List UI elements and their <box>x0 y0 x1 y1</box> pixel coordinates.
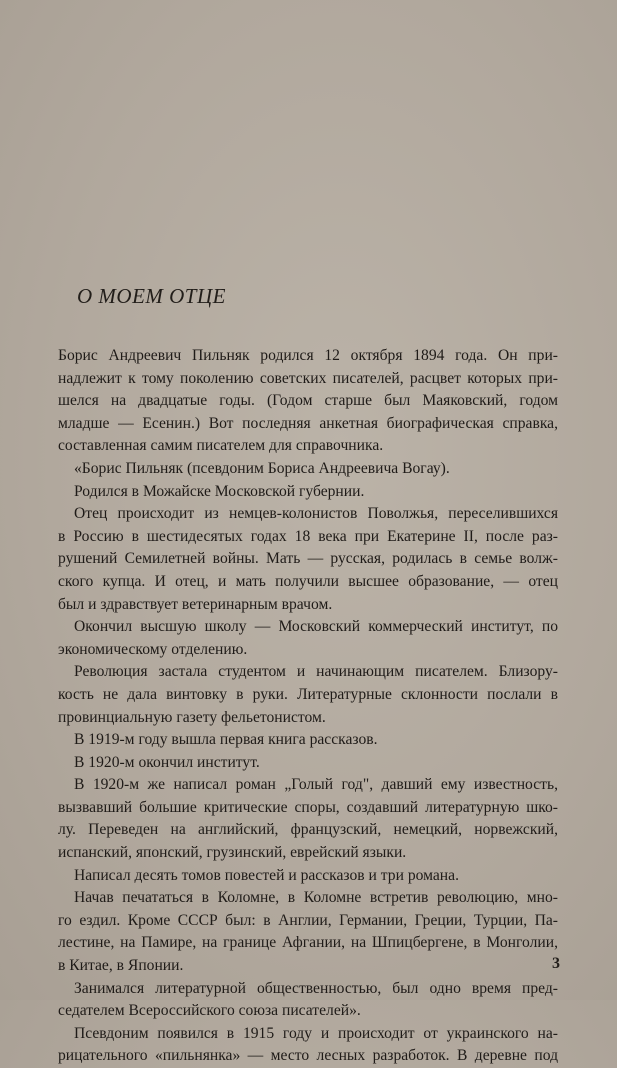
text-line: В 1920-м же написал роман „Голый год", давший ему известность, <box>74 776 558 794</box>
body-text <box>58 345 558 1068</box>
text-line: был и здравствует ветеринарным врачом. <box>58 595 333 613</box>
text-line: кость не дала винтовку в руки. Литературные склонности послали в <box>58 685 558 703</box>
text-line: Занимался литературной общественностью, был одно время пред- <box>74 979 558 997</box>
text-line: в Россию в шестидесятых годах 18 века при Екатерине II, после раз- <box>58 527 558 545</box>
text-line: В 1920-м окончил институт. <box>74 753 260 771</box>
text-line: Написал десять томов повестей и рассказов и три романа. <box>74 866 459 884</box>
page-number: 3 <box>552 955 560 972</box>
text-line: лестине, на Памире, на границе Афгании, на Шпицбергене, в Монголии, <box>58 934 558 952</box>
text-line: седателем Всероссийского союза писателей». <box>58 1002 361 1020</box>
text-line: вызвавший большие критические споры, создавший литературную шко- <box>58 798 558 816</box>
text-line: лу. Переведен на английский, французский, немецкий, норвежский, <box>58 821 558 839</box>
text-line: ского купца. И отец, и мать получили высшее образование, — отец <box>58 572 558 590</box>
text-line: шелся на двадцатые годы. (Годом старше был Маяковский, годом <box>58 392 558 410</box>
text-line: «Борис Пильняк (псевдоним Бориса Андреевича Вогау). <box>74 459 450 477</box>
text-line: Родился в Можайске Московской губернии. <box>74 482 365 500</box>
text-line: го ездил. Кроме СССР был: в Англии, Германии, Греции, Турции, Па- <box>58 911 558 929</box>
text-line: составленная самим писателем для справочника. <box>58 437 384 455</box>
text-line: рицательного «пильнянка» — место лесных разработок. В деревне под <box>58 1047 558 1065</box>
text-line: Псевдоним появился в 1915 году и происходит от украинского на- <box>74 1024 558 1042</box>
text-line: испанский, японский, грузинский, еврейский языки. <box>58 844 407 862</box>
text-line: Отец происходит из немцев-колонистов Поволжья, переселившихся <box>74 505 558 523</box>
text-line: рушений Семилетней войны. Мать — русская, родилась в семье волж- <box>58 550 558 568</box>
text-line: Борис Андреевич Пильняк родился 12 октября 1894 года. Он при- <box>58 347 558 364</box>
text-line: Начав печататься в Коломне, в Коломне встретив революцию, мно- <box>74 889 558 907</box>
text-line: младше — Есенин.) Вот последняя анкетная биографическая справка, <box>58 414 558 432</box>
text-line: провинциальную газету фельетонистом. <box>58 708 326 726</box>
text-line: Революция застала студентом и начинающим писателем. Близору- <box>74 663 558 681</box>
text-line: В 1919-м году вышла первая книга рассказов. <box>74 731 378 749</box>
text-line: надлежит к тому поколению советских писателей, расцвет которых при- <box>58 369 558 387</box>
text-line: Окончил высшую школу — Московский коммерческий институт, по <box>74 618 558 636</box>
text-line: в Китае, в Японии. <box>58 957 184 975</box>
chapter-title: О МОЕМ ОТЦЕ <box>77 284 226 308</box>
text-line: экономическому отделению. <box>58 640 248 658</box>
